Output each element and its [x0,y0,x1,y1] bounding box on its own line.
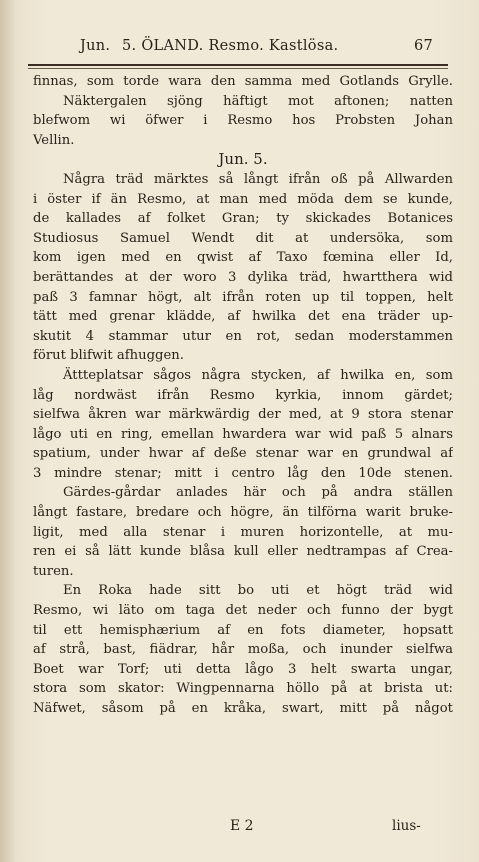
signature-mark: E 2 [230,818,254,834]
text-line: ren ei så lätt kunde blåsa kull eller nedtrampas af Crea- [33,544,453,560]
text-line: finnas, som torde wara den samma med Gotlands Grylle. [33,74,453,89]
text-line: Boet war Torf; uti detta lågo 3 helt swarta ungar, [33,661,453,677]
text-line: tätt med grenar klädde, af hwilka det ena träder up- [33,309,453,325]
text-line: Gärdes-gårdar anlades här och på andra ställen [63,485,453,501]
text-line: paß 3 famnar högt, alt ifrån roten up til toppen, helt [33,289,453,305]
text-line: låg nordwäst ifrån Resmo kyrkia, innom gärdet; [33,387,453,403]
running-header [64,38,449,60]
text-line: Vellin. [33,132,75,148]
text-line: lågo uti en ring, emellan hwardera war wid paß 5 alnars [33,426,453,442]
catchword: lius- [392,818,421,834]
text-line: af strå, bast, fiädrar, hår moßa, och inunder sielfwa [33,642,453,658]
text-line: i öster if än Resmo, at man med möda dem se kunde, [33,191,453,207]
text-line: sielfwa åkren war märkwärdig der med, at 9 stora stenar [33,407,453,423]
text-line: Studiosus Samuel Wendt dit at undersöka, som [33,230,453,246]
text-line: En Roka hade sitt bo uti et högt träd wid [63,583,453,599]
page-gutter [0,0,14,862]
text-line: Ättteplatsar sågos några stycken, af hwilka en, som [63,367,453,383]
page-number: 67 [414,38,434,54]
text-line: Några träd märktes så långt ifrån oß på Allwarden [63,171,453,187]
text-line: Näktergalen sjöng häftigt mot aftonen; natten [63,93,453,109]
header-section: 5. ÖLAND. Resmo. Kastlösa. [122,38,339,54]
text-line: Resmo, wi läto om taga det neder och funno der bygt [33,603,453,619]
text-line: 3 mindre stenar; mitt i centro låg den 10de stenen. [33,465,453,481]
text-line: ligit, med alla stenar i muren horizontelle, at mu- [33,524,453,540]
header-rule [28,64,448,66]
text-line: blefwom wi öfwer i Resmo hos Probsten Johan [33,113,453,129]
text-line: til ett hemisphærium af en fots diameter, hopsatt [33,622,453,638]
header-month: Jun. [80,38,111,54]
body-text [33,72,453,719]
text-line: långt fastare, bredare och högre, än tilförna warit bruke- [33,505,453,521]
text-line: turen. [33,563,74,579]
text-line: förut blifwit afhuggen. [33,348,184,364]
text-line: de kallades af folket Gran; ty skickades Botanices [33,211,453,227]
date-heading: Jun. 5. [218,150,268,169]
text-line: spatium, under hwar af deße stenar war en grundwal af [33,446,453,462]
header-rule-thin [28,68,448,69]
text-line: stora som skator: Wingpennarna höllo på at brista ut: [33,681,453,697]
text-line: skutit 4 stammar utur en rot, sedan moderstammen [33,328,453,344]
text-line: Näfwet, såsom på en kråka, swart, mitt på något [33,701,453,716]
text-line: kom igen med en qwist af Taxo fœmina eller Id, [33,250,453,266]
text-line: berättandes at der woro 3 dylika träd, hwartthera wid [33,269,453,285]
